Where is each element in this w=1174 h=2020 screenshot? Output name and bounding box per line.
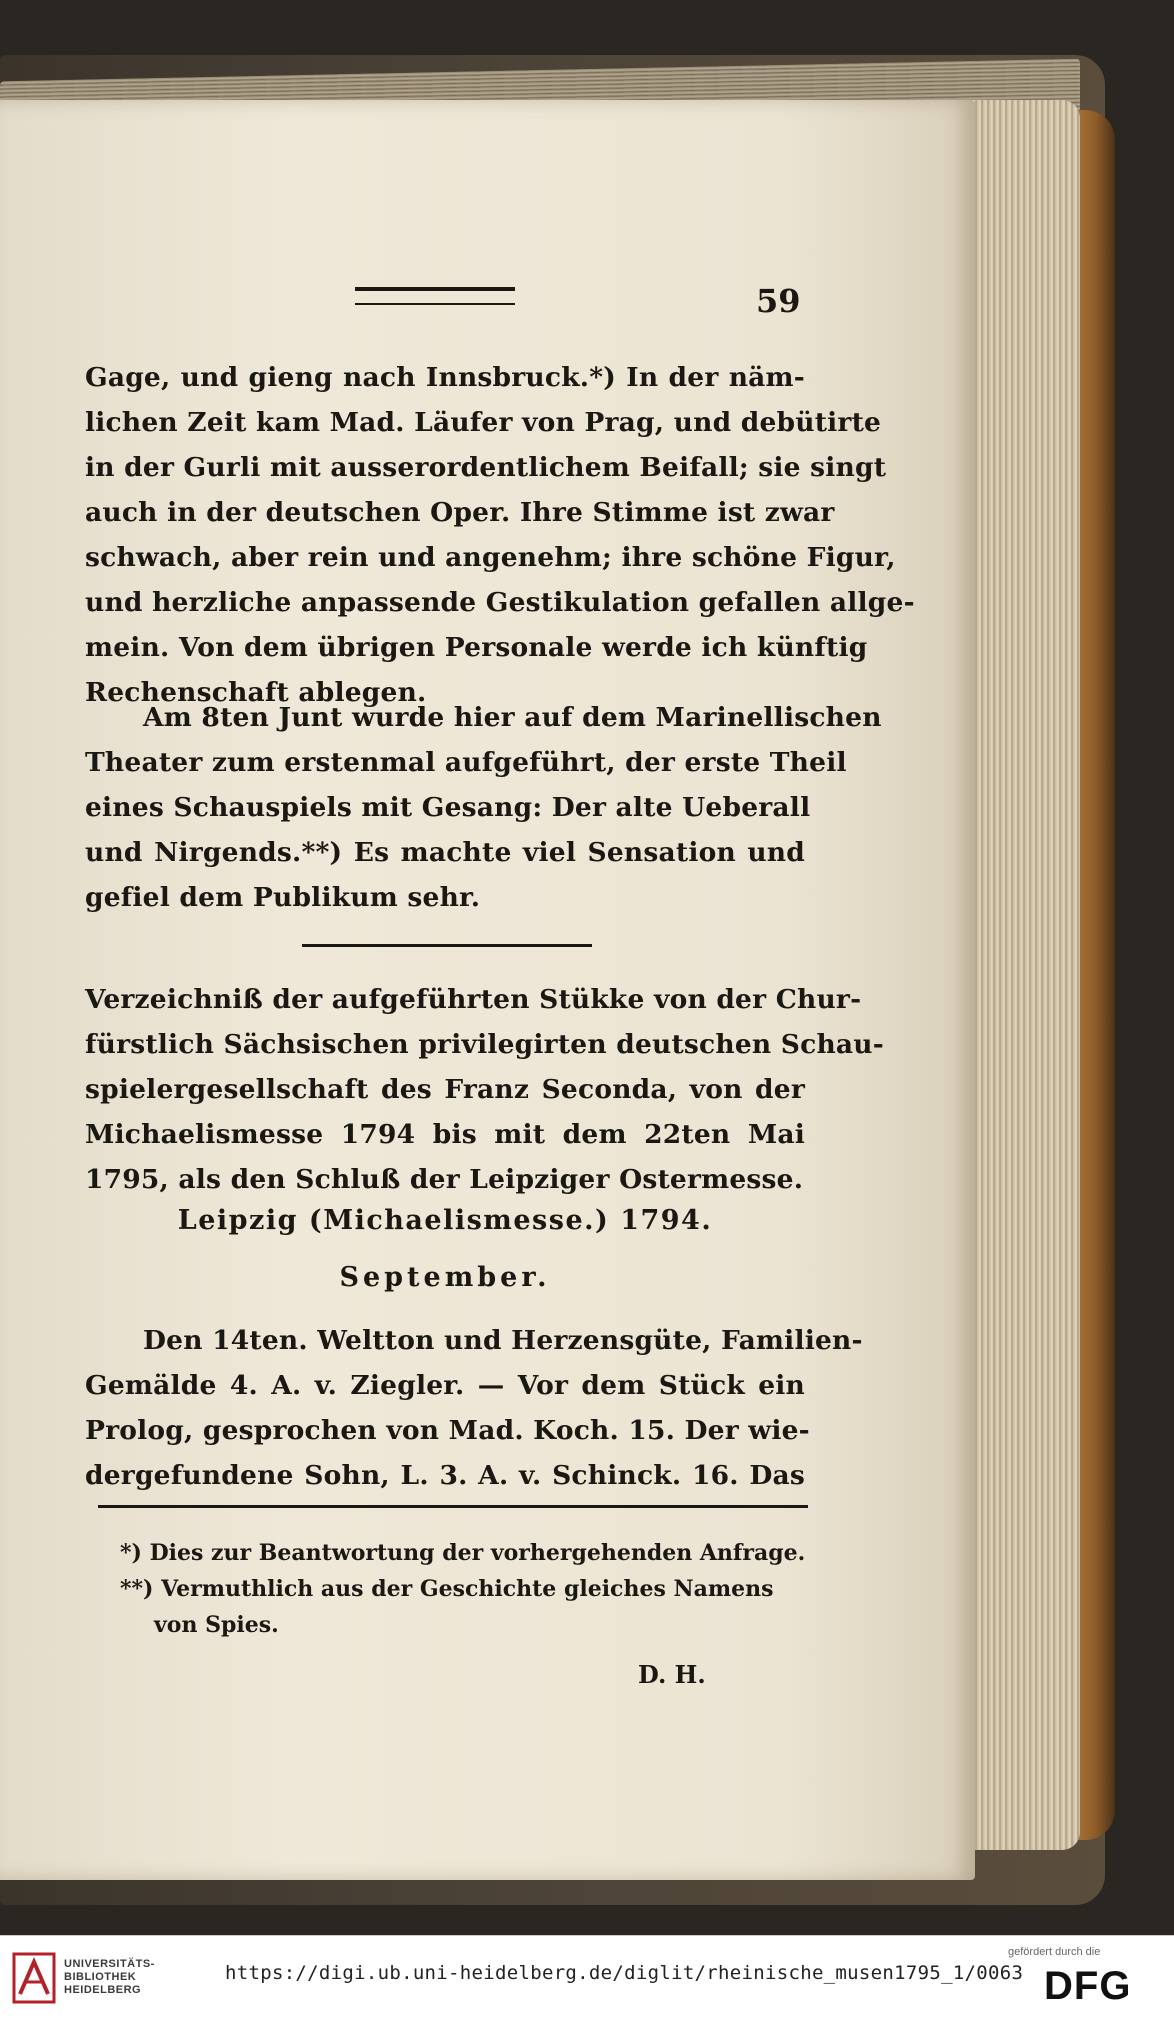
university-library-logo-icon[interactable] xyxy=(12,1950,56,2006)
text-line: 1795, als den Schluß der Leipziger Ostermesse. xyxy=(85,1164,804,1195)
text-line: auch in der deutschen Oper. Ihre Stimme ist zwar xyxy=(85,497,835,528)
signature: D. H. xyxy=(638,1660,706,1689)
month-heading: September. xyxy=(339,1262,551,1293)
paragraph-2 xyxy=(85,695,882,920)
section-rule xyxy=(302,944,592,947)
text-line: und Nirgends.**) Es machte viel Sensation und xyxy=(85,837,805,868)
library-name-line: HEIDELBERG xyxy=(64,1984,142,1996)
text-line: schwach, aber rein und angenehm; ihre schöne Figur, xyxy=(85,542,896,573)
footnotes xyxy=(120,1535,810,1643)
text-line: Michaelismesse 1794 bis mit dem 22ten Mai xyxy=(85,1119,805,1150)
library-name-line: UNIVERSITÄTS- xyxy=(64,1958,155,1970)
text-line: Prolog, gesprochen von Mad. Koch. 15. Der wie- xyxy=(85,1415,810,1446)
paragraph-1 xyxy=(85,355,915,715)
text-line: eines Schauspiels mit Gesang: Der alte Ueberall xyxy=(85,792,811,823)
header-rule xyxy=(355,287,515,305)
text-line: Rechenschaft ablegen. xyxy=(85,677,427,708)
text-line: mein. Von dem übrigen Personale werde ich künftig xyxy=(85,632,868,663)
text-line: Den 14ten. Weltton und Herzensgüte, Familien- xyxy=(143,1325,863,1356)
text-line: Gage, und gieng nach Innsbruck.*) In der näm- xyxy=(85,362,805,393)
page-number: 59 xyxy=(756,282,801,320)
text-line: dergefundene Sohn, L. 3. A. v. Schinck. 16. Das xyxy=(85,1460,805,1491)
paragraph-3 xyxy=(85,977,884,1202)
library-name-line: BIBLIOTHEK xyxy=(64,1971,137,1983)
funding-note: gefördert durch die xyxy=(1008,1946,1101,1958)
permalink-url[interactable]: https://digi.ub.uni-heidelberg.de/diglit/rheinische_musen1795_1/0063 xyxy=(225,1962,1024,1984)
text-line: Gemälde 4. A. v. Ziegler. — Vor dem Stück ein xyxy=(85,1370,805,1401)
text-line: in der Gurli mit ausserordentlichem Beifall; sie singt xyxy=(85,452,887,483)
text-line: Verzeichniß der aufgeführten Stükke von der Chur- xyxy=(85,984,862,1015)
text-line: und herzliche anpassende Gestikulation gefallen allge- xyxy=(85,587,915,618)
text-line: Theater zum erstenmal aufgeführt, der erste Theil xyxy=(85,747,847,778)
text-line: gefiel dem Publikum sehr. xyxy=(85,882,481,913)
viewer-footer xyxy=(0,1935,1174,2020)
footnote-2-cont: von Spies. xyxy=(154,1612,279,1638)
footnote-2: **) Vermuthlich aus der Geschichte gleiches Namens xyxy=(120,1576,774,1602)
library-name[interactable] xyxy=(64,1958,155,1997)
dfg-logo[interactable]: DFG xyxy=(1044,1964,1132,2008)
footnote-rule xyxy=(98,1505,808,1508)
paragraph-4 xyxy=(85,1318,863,1498)
text-line: spielergesellschaft des Franz Seconda, von der xyxy=(85,1074,805,1105)
text-line: Am 8ten Junt wurde hier auf dem Marinellischen xyxy=(143,702,882,733)
footnote-1: *) Dies zur Beantwortung der vorhergehenden Anfrage. xyxy=(120,1540,806,1566)
text-line: fürstlich Sächsischen privilegirten deutschen Schau- xyxy=(85,1029,884,1060)
text-line: lichen Zeit kam Mad. Läufer von Prag, und debütirte xyxy=(85,407,882,438)
place-heading: Leipzig (Michaelismesse.) 1794. xyxy=(177,1205,713,1236)
page-stack xyxy=(960,100,1080,1850)
